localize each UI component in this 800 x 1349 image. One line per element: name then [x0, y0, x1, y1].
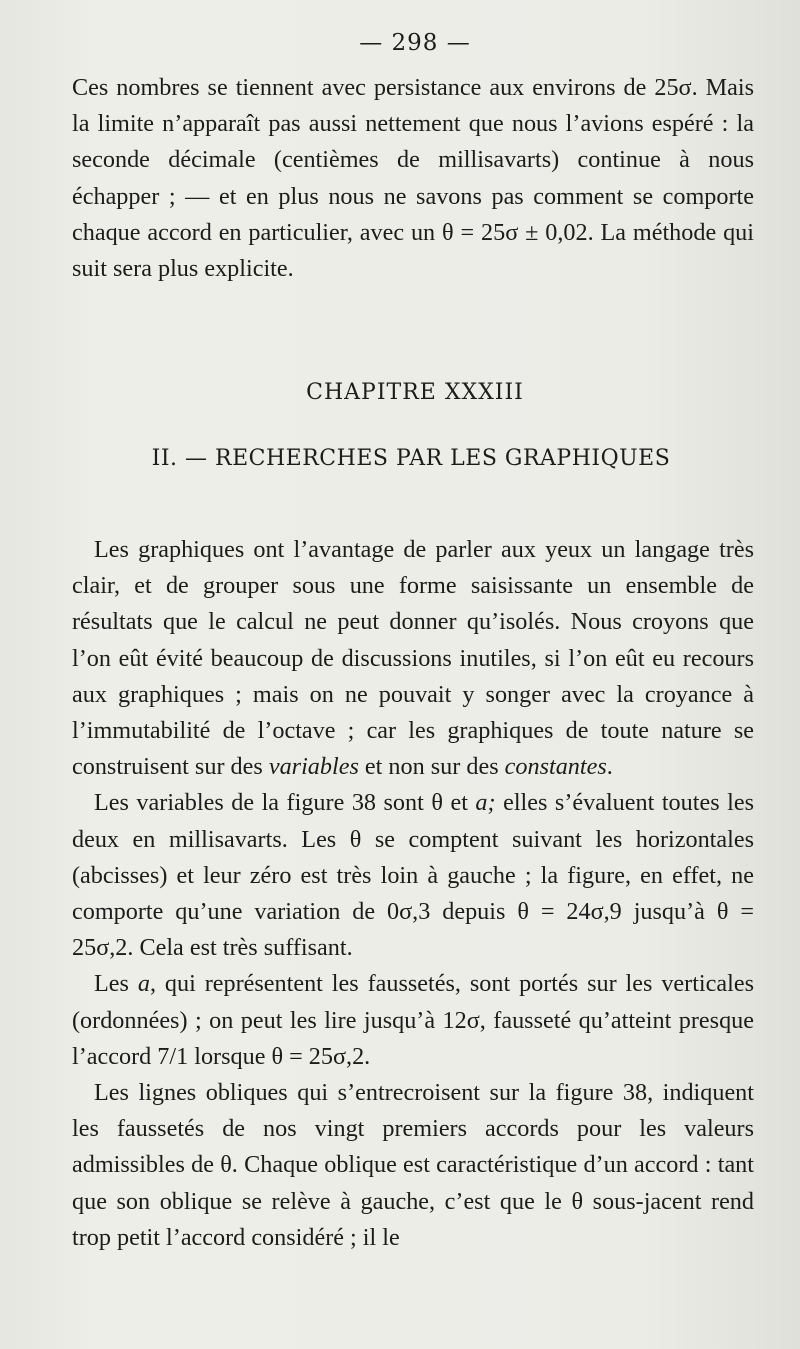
text-block-top: [72, 70, 754, 287]
paragraph: [72, 966, 754, 1075]
emphasis-text: a: [137, 970, 150, 998]
paragraph: [72, 785, 754, 966]
paragraph-text: elles s’évaluent toutes les deux en millisavarts. Les θ se comptent suivant les horizontales (abcisses) et leur zéro est très loin à gauche ; la figure, en effet, ne comporte qu’une variation de 0σ,3 depuis θ = 24σ,9 jusqu’à θ = 25σ,2. Cela est très suffisant.: [72, 789, 754, 962]
paragraph: Ces nombres se tiennent avec persistance aux environs de 25σ. Mais la limite n’apparaît pas aussi nettement que nous l’avions espéré : la seconde décimale (centièmes de millisavarts) continue à nous échapper ; — et en plus nous ne savons pas comment se comporte chaque accord en particulier, avec un θ = 25σ ± 0,02. La méthode qui suit sera plus explicite.: [72, 74, 754, 283]
paragraph: [72, 532, 754, 785]
chapter-title: CHAPITRE XXXIII: [306, 380, 524, 405]
text-block-main: [72, 532, 754, 1256]
paragraph-text: , qui représentent les faussetés, sont portés sur les verticales (ordonnées) ; on peut les lire jusqu’à 12σ, fausseté qu’atteint presque l’accord 7/1 lorsque θ = 25σ,2.: [72, 970, 754, 1070]
paragraph-text: et non sur des: [358, 753, 505, 781]
emphasis-text: a;: [475, 789, 496, 817]
page-number: — 298 —: [359, 30, 471, 56]
emphasis-text: variables: [268, 753, 359, 781]
section-title: II. — RECHERCHES PAR LES GRAPHIQUES: [151, 446, 671, 471]
paragraph-text: .: [606, 753, 613, 781]
paragraph-text: Les graphiques ont l’avantage de parler aux yeux un langage très clair, et de grouper sous une forme saisissante un ensemble de résultats que le calcul ne peut donner qu’isolés. Nous croyons que l’on eût évité beaucoup de discussions inutiles, si l’on eût eu recours aux graphiques ; mais on ne pouvait y songer avec la croyance à l’immutabilité de l’octave ; car les graphiques de toute nature se construisent sur des: [72, 536, 754, 781]
emphasis-text: constantes: [504, 753, 607, 781]
paragraph-text: Les variables de la figure 38 sont θ et: [94, 789, 476, 817]
paragraph-text: Les: [94, 970, 138, 998]
paragraph: Les lignes obliques qui s’entrecroisent sur la figure 38, indiquent les faussetés de nos vingt premiers accords pour les valeurs admissibles de θ. Chaque oblique est caractéristique d’un accord : tant que son oblique se relève à gauche, c’est que le θ sous-jacent rend trop petit l’accord considéré ; il le: [72, 1079, 754, 1251]
